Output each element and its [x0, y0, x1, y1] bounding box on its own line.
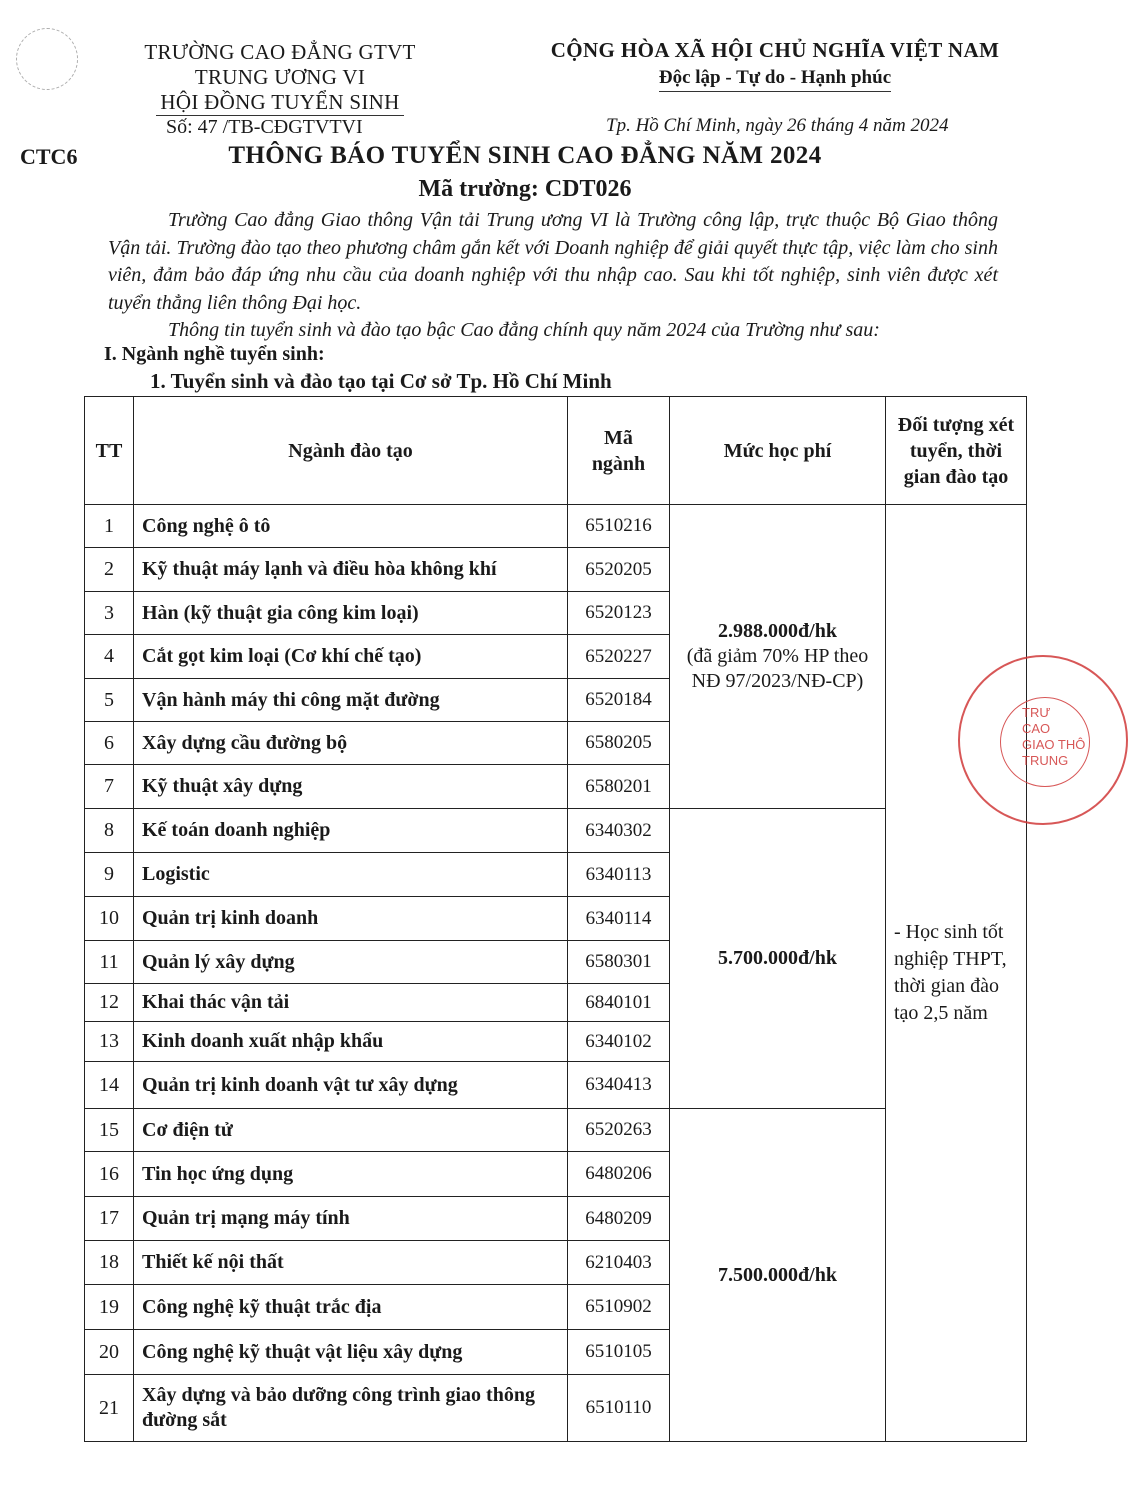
intro-paragraph: Trường Cao đẳng Giao thông Vận tải Trung ương VI là Trường công lập, trực thuộc Bộ Giao thông Vận tải. Trường đào tạo theo phương châm gắn kết với Doanh nghiệp để giải quyết thực tập, việc làm cho sinh viên, đảm bảo đáp ứng nhu cầu của doanh nghiệp với thu nhập cao. Sau khi tốt nghiệp, sinh viên được xét tuyển thẳng liên thông Đại học.	[108, 209, 998, 314]
row-number: 17	[85, 1197, 134, 1241]
major-name: Cơ điện tử	[134, 1109, 568, 1152]
major-code: 6210403	[568, 1241, 670, 1285]
row-number: 18	[85, 1241, 134, 1285]
row-number: 19	[85, 1285, 134, 1330]
major-name: Thiết kế nội thất	[134, 1241, 568, 1285]
header-fee: Mức học phí	[670, 397, 886, 505]
major-code: 6520263	[568, 1109, 670, 1152]
row-number: 1	[85, 505, 134, 548]
org-line: TRUNG ƯƠNG VI	[194, 65, 366, 89]
major-name: Kế toán doanh nghiệp	[134, 809, 568, 853]
row-number: 2	[85, 548, 134, 592]
row-number: 4	[85, 635, 134, 679]
major-code: 6510216	[568, 505, 670, 548]
major-code: 6340113	[568, 853, 670, 897]
major-code: 6510105	[568, 1330, 670, 1375]
fee-amount: 7.500.000đ/hk	[718, 1263, 837, 1286]
header-major: Ngành đào tạo	[134, 397, 568, 505]
row-number: 7	[85, 765, 134, 809]
major-name: Công nghệ kỹ thuật trắc địa	[134, 1285, 568, 1330]
school-code: Mã trường: CDT026	[418, 176, 632, 202]
major-name: Cắt gọt kim loại (Cơ khí chế tạo)	[134, 635, 568, 679]
row-number: 9	[85, 853, 134, 897]
stamp-line: CAO	[1022, 721, 1051, 736]
stamp-text	[1022, 705, 1085, 769]
row-number: 6	[85, 722, 134, 765]
majors-table	[84, 396, 1027, 1442]
row-number: 3	[85, 592, 134, 635]
major-name: Công nghệ kỹ thuật vật liệu xây dựng	[134, 1330, 568, 1375]
stamp-line: TRUNG	[1022, 753, 1069, 768]
section-heading: I. Ngành nghề tuyển sinh:	[104, 343, 325, 365]
fee-cell	[670, 505, 886, 809]
major-name: Công nghệ ô tô	[134, 505, 568, 548]
major-code: 6520184	[568, 679, 670, 722]
fee-note: (đã giảm 70% HP theo NĐ 97/2023/NĐ-CP)	[686, 645, 869, 692]
major-name: Quản trị kinh doanh vật tư xây dựng	[134, 1062, 568, 1109]
major-code: 6580201	[568, 765, 670, 809]
page-title: THÔNG BÁO TUYỂN SINH CAO ĐẲNG NĂM 2024	[228, 142, 822, 169]
official-stamp	[958, 655, 1128, 825]
major-code: 6840101	[568, 984, 670, 1022]
row-number: 13	[85, 1022, 134, 1062]
major-name: Khai thác vận tải	[134, 984, 568, 1022]
row-number: 5	[85, 679, 134, 722]
header-tt: TT	[85, 397, 134, 505]
row-number: 15	[85, 1109, 134, 1152]
table-row	[85, 1109, 1027, 1152]
target-cell: - Học sinh tốt nghiệp THPT, thời gian đào tạo 2,5 năm	[886, 505, 1027, 1442]
date-line: Tp. Hồ Chí Minh, ngày 26 tháng 4 năm 2024	[606, 115, 949, 136]
major-code: 6580301	[568, 941, 670, 984]
major-code: 6340413	[568, 1062, 670, 1109]
major-code: 6480209	[568, 1197, 670, 1241]
fee-amount: 2.988.000đ/hk	[718, 620, 837, 642]
major-code: 6510110	[568, 1375, 670, 1442]
fee-cell	[670, 1109, 886, 1442]
major-name: Hàn (kỹ thuật gia công kim loại)	[134, 592, 568, 635]
major-name: Quản trị kinh doanh	[134, 897, 568, 941]
intro-paragraph: Thông tin tuyển sinh và đào tạo bậc Cao đẳng chính quy năm 2024 của Trường như sau:	[168, 319, 880, 341]
major-name: Xây dựng và bảo dưỡng công trình giao thông đường sắt	[134, 1375, 568, 1442]
major-name: Kỹ thuật xây dựng	[134, 765, 568, 809]
document-number: Số: 47 /TB-CĐGTVTVI	[166, 116, 363, 138]
table-header-row	[85, 397, 1027, 505]
row-number: 21	[85, 1375, 134, 1442]
major-code: 6510902	[568, 1285, 670, 1330]
major-name: Vận hành máy thi công mặt đường	[134, 679, 568, 722]
major-code: 6520123	[568, 592, 670, 635]
major-code: 6580205	[568, 722, 670, 765]
national-heading	[530, 38, 1020, 92]
fee-amount: 5.700.000đ/hk	[718, 947, 837, 969]
intro-text	[108, 207, 998, 345]
major-name: Tin học ứng dụng	[134, 1152, 568, 1197]
corner-seal-mark	[16, 28, 78, 90]
republic-name: CỘNG HÒA XÃ HỘI CHỦ NGHĨA VIỆT NAM	[550, 38, 1000, 62]
table-row	[85, 505, 1027, 548]
org-line: TRƯỜNG CAO ĐẲNG GTVT	[144, 40, 416, 64]
header-target: Đối tượng xét tuyển, thời gian đào tạo	[886, 397, 1027, 505]
national-motto: Độc lập - Tự do - Hạnh phúc	[659, 67, 891, 92]
admissions-council: HỘI ĐỒNG TUYỂN SINH	[156, 90, 403, 116]
row-number: 20	[85, 1330, 134, 1375]
major-code: 6520205	[568, 548, 670, 592]
major-name: Kỹ thuật máy lạnh và điều hòa không khí	[134, 548, 568, 592]
major-code: 6340102	[568, 1022, 670, 1062]
row-number: 12	[85, 984, 134, 1022]
row-number: 8	[85, 809, 134, 853]
row-number: 11	[85, 941, 134, 984]
row-number: 16	[85, 1152, 134, 1197]
row-number: 14	[85, 1062, 134, 1109]
issuing-organization	[120, 40, 440, 116]
major-name: Logistic	[134, 853, 568, 897]
major-name: Quản trị mạng máy tính	[134, 1197, 568, 1241]
major-code: 6340114	[568, 897, 670, 941]
major-code: 6480206	[568, 1152, 670, 1197]
major-name: Xây dựng cầu đường bộ	[134, 722, 568, 765]
stamp-line: TRƯ	[1022, 705, 1051, 720]
fee-cell	[670, 809, 886, 1109]
margin-code: CTC6	[20, 144, 78, 169]
table-row	[85, 809, 1027, 853]
header-code: Mã ngành	[568, 397, 670, 505]
row-number: 10	[85, 897, 134, 941]
major-name: Kinh doanh xuất nhập khẩu	[134, 1022, 568, 1062]
subsection-heading: 1. Tuyển sinh và đào tạo tại Cơ sở Tp. Hồ Chí Minh	[150, 369, 612, 393]
stamp-line: GIAO THÔ	[1022, 737, 1086, 752]
major-code: 6340302	[568, 809, 670, 853]
major-name: Quản lý xây dựng	[134, 941, 568, 984]
major-code: 6520227	[568, 635, 670, 679]
